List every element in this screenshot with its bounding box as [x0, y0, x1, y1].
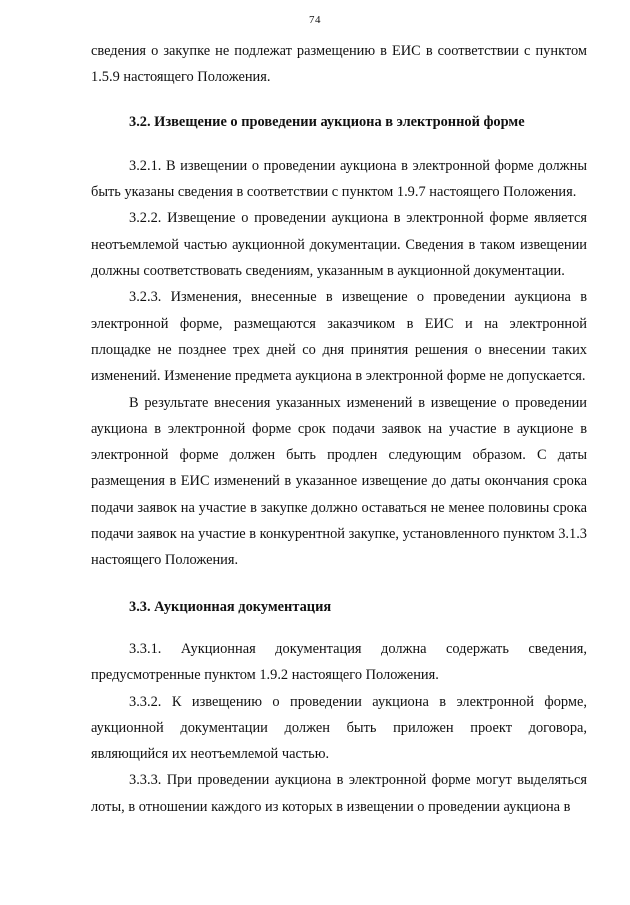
paragraph-3-3-1: 3.3.1. Аукционная документация должна содержать сведения, предусмотренные пунктом 1.9.2 настоящего Положения. — [91, 640, 587, 684]
section-heading-3-3: 3.3. Аукционная документация — [129, 598, 332, 615]
paragraph-3-3-3: 3.3.3. При проведении аукциона в электронной форме могут выделяться лоты, в отношении каждого из которых в извещении о проведении аукциона в — [91, 772, 587, 815]
paragraph-3-3-2: 3.3.2. К извещению о проведении аукциона в электронной форме, аукционной документации должен быть приложен проект договора, являющийся их неотъемлемой частью. — [91, 693, 587, 763]
paragraph-3-2-2: 3.2.2. Извещение о проведении аукциона в электронной форме является неотъемлемой частью аукционной документации. Сведения в таком извещении должны соответствовать сведениям, указанным в аукционной документации. — [91, 210, 587, 280]
paragraph-3-2-3: 3.2.3. Изменения, внесенные в извещение о проведении аукциона в электронной форме, размещаются заказчиком в ЕИС и на электронной площадке не позднее трех дней со дня принятия решения о внесении таких изменений. Изменение предмета аукциона в электронной форме не допускается. — [91, 289, 587, 385]
paragraph-3-2-3-continued: В результате внесения указанных изменений в извещение о проведении аукциона в электронной форме срок подачи заявок на участие в аукционе в электронной форме должен быть продлен следующим образом. С даты размещения в ЕИС изменений в указанное извещение до даты окончания срока подачи заявок на участие в закупке должно оставаться не менее половины срока подачи заявок на участие в конкурентной закупке, установленного пунктом 3.1.3 настоящего Положения. — [91, 394, 587, 569]
document-body — [91, 38, 587, 820]
page-number: 74 — [309, 14, 321, 26]
section-heading-3-2: 3.2. Извещение о проведении аукциона в электронной форме — [129, 113, 525, 130]
paragraph-continuation: сведения о закупке не подлежат размещению в ЕИС в соответствии с пунктом 1.5.9 настоящего Положения. — [91, 43, 587, 86]
paragraph-3-2-1: 3.2.1. В извещении о проведении аукциона в электронной форме должны быть указаны сведения в соответствии с пунктом 1.9.7 настоящего Положения. — [91, 157, 587, 201]
